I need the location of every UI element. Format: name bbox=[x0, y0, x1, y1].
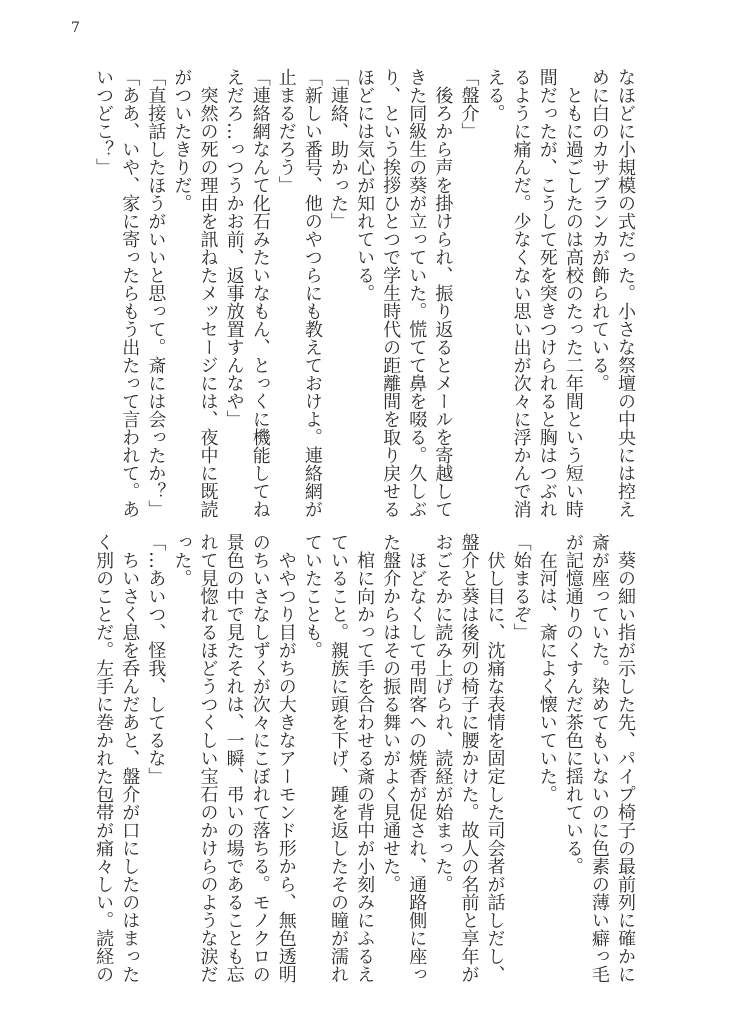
text-column: 「新しい番号、他のやつらにも教えておけよ。連絡網が bbox=[301, 68, 323, 518]
text-column: 後ろから声を掛けられ、振り返るとメールを寄越して bbox=[432, 68, 454, 518]
text-column: 「盤介」 bbox=[458, 68, 480, 140]
text-column: るように痛んだ。少なくない思い出が次々に浮かんで消 bbox=[510, 68, 532, 518]
text-column: 止まるだろう」 bbox=[275, 68, 297, 194]
text-block-top bbox=[90, 68, 638, 518]
text-column: く別のことだ。左手に巻かれた包帯が痛々しい。読経の bbox=[93, 533, 115, 983]
text-column: 斎が座っていた。染めてもいないのに色素の薄い癖っ毛 bbox=[588, 533, 610, 983]
text-column: 盤介と葵は後列の椅子に腰かけた。故人の名前と享年が bbox=[458, 533, 480, 983]
text-column: れて見惚れるほどうつくしい宝石のかけらのような涙だ bbox=[197, 533, 219, 983]
text-column: 在河は、斎によく懐いていた。 bbox=[536, 533, 558, 803]
text-column: 「始まるぞ」 bbox=[510, 533, 532, 641]
text-column: えだろ…っつうかお前、返事放置すんなや」 bbox=[223, 68, 245, 428]
text-column: ともに過ごしたのは高校のたった二年間という短い時 bbox=[562, 68, 584, 518]
text-column: ほどなくして弔問客への焼香が促され、通路側に座っ bbox=[406, 533, 428, 983]
text-column: いつどこ？」 bbox=[93, 68, 115, 176]
text-column: 「…あいつ、怪我、してるな」 bbox=[145, 533, 167, 785]
text-column: った。 bbox=[171, 533, 193, 587]
text-column: 伏し目に、沈痛な表情を固定した司会者が話しだし、 bbox=[484, 533, 506, 983]
text-column: 「直接話したほうがいいと思って。斎には会ったか？」 bbox=[145, 68, 167, 518]
text-column: 景色の中で見たそれは、一瞬、弔いの場であることも忘 bbox=[223, 533, 245, 983]
text-column: なほどに小規模の式だった。小さな祭壇の中央には控え bbox=[615, 68, 636, 518]
text-column: ほどには気心が知れている。 bbox=[354, 68, 376, 302]
text-column: ていること。親族に頭を下げ、踵を返したその瞳が濡れ bbox=[327, 533, 349, 983]
text-column: ていたことも。 bbox=[301, 533, 323, 659]
text-column: 間だったが、こうして死を突きつけられると胸はつぶれ bbox=[536, 68, 558, 518]
text-column: 突然の死の理由を訊ねたメッセージには、夜中に既読 bbox=[197, 68, 219, 518]
text-column: り、という挨拶ひとつで学生時代の距離間を取り戻せる bbox=[380, 68, 402, 518]
text-column: ややつり目がちの大きなアーモンド形から、無色透明 bbox=[275, 533, 297, 983]
text-column: た盤介からはその振る舞いがよく見通せた。 bbox=[380, 533, 402, 893]
text-column: 「連絡、助かった」 bbox=[327, 68, 349, 230]
text-column: が記憶通りのくすんだ茶色に揺れている。 bbox=[562, 533, 584, 875]
text-column: 「ああ、いや、家に寄ったらもう出たって言われて。あ bbox=[119, 68, 141, 518]
text-column: めに白のカサブランカが飾られている。 bbox=[588, 68, 610, 392]
text-column: きた同級生の葵が立っていた。慌てて鼻を啜る。久しぶ bbox=[406, 68, 428, 518]
text-column: 葵の細い指が示した先、パイプ椅子の最前列に確かに bbox=[615, 533, 636, 983]
text-column: 棺に向かって手を合わせる斎の背中が小刻みにふるえ bbox=[354, 533, 376, 983]
text-column: おごそかに読み上げられ、読経が始まった。 bbox=[432, 533, 454, 893]
page-number: 7 bbox=[71, 20, 80, 36]
text-column: 「連絡網なんて化石みたいなもん、とっくに機能してね bbox=[249, 68, 271, 518]
text-column: える。 bbox=[484, 68, 506, 122]
text-column: ちいさく息を呑んだあと、盤介が口にしたのはまった bbox=[119, 533, 141, 983]
text-column: がついたきりだ。 bbox=[171, 68, 193, 212]
text-block-bottom bbox=[90, 533, 638, 983]
text-column: のちいさなしずくが次々にこぼれて落ちる。モノクロの bbox=[249, 533, 271, 983]
